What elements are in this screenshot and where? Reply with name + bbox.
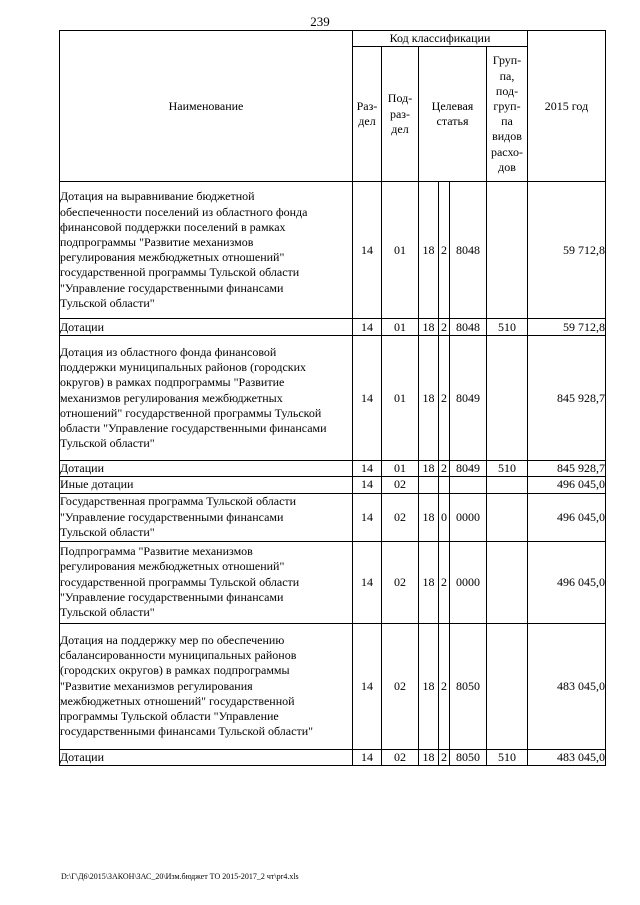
header-group: Груп- па, под- груп- па видов расхо- дов	[487, 47, 528, 182]
cell-name	[60, 749, 353, 765]
cell-amount-2015: 496 045,0	[528, 493, 606, 541]
name-line: программы Тульской области "Управление	[60, 708, 279, 723]
cell-podrazdel: 01	[382, 319, 419, 336]
header-target-article: Целевая статья	[419, 47, 487, 182]
cell-target-direction: 8048	[450, 319, 487, 336]
cell-razdel: 14	[353, 749, 382, 765]
table-row	[60, 461, 606, 477]
cell-target-direction: 8049	[450, 336, 487, 461]
cell-expense-group	[487, 623, 528, 749]
name-line: государственной программы Тульской области	[60, 265, 300, 280]
cell-razdel: 14	[353, 319, 382, 336]
cell-target-subprogram: 2	[439, 461, 450, 477]
name-line: Тульской области"	[60, 524, 155, 539]
cell-expense-group	[487, 182, 528, 319]
cell-amount-2015: 496 045,0	[528, 541, 606, 623]
cell-podrazdel: 02	[382, 541, 419, 623]
cell-target-program: 18	[419, 749, 439, 765]
cell-target-subprogram: 2	[439, 623, 450, 749]
cell-name	[60, 182, 353, 319]
name-line: (городских округов) в рамках подпрограммы	[60, 663, 290, 678]
cell-name	[60, 623, 353, 749]
cell-name	[60, 336, 353, 461]
cell-podrazdel: 02	[382, 623, 419, 749]
cell-expense-group: 510	[487, 319, 528, 336]
name-line: поддержки муниципальных районов (городских	[60, 360, 307, 375]
cell-target-program	[419, 477, 439, 493]
table-row	[60, 336, 606, 461]
cell-razdel: 14	[353, 477, 382, 493]
cell-target-program: 18	[419, 623, 439, 749]
name-line: "Управление государственными финансами	[60, 509, 284, 524]
cell-amount-2015: 483 045,0	[528, 623, 606, 749]
cell-amount-2015: 59 712,8	[528, 319, 606, 336]
table-row	[60, 182, 606, 319]
cell-target-direction: 8050	[450, 623, 487, 749]
name-line: межбюджетных отношений" государственной	[60, 693, 295, 708]
budget-table	[59, 30, 606, 766]
cell-podrazdel: 01	[382, 182, 419, 319]
cell-name	[60, 541, 353, 623]
name-line: отношений" государственной программы Тульской	[60, 405, 322, 420]
table-row	[60, 319, 606, 336]
table-row	[60, 749, 606, 765]
cell-target-direction: 8050	[450, 749, 487, 765]
cell-target-subprogram: 0	[439, 493, 450, 541]
cell-expense-group: 510	[487, 461, 528, 477]
name-line: обеспеченности поселений из областного фонда	[60, 204, 308, 219]
cell-amount-2015: 845 928,7	[528, 336, 606, 461]
name-line: Дотация на поддержку мер по обеспечению	[60, 632, 285, 647]
cell-target-direction: 0000	[450, 541, 487, 623]
cell-amount-2015: 483 045,0	[528, 749, 606, 765]
cell-amount-2015: 496 045,0	[528, 477, 606, 493]
cell-name	[60, 493, 353, 541]
cell-amount-2015: 59 712,8	[528, 182, 606, 319]
name-line: Дотация из областного фонда финансовой	[60, 344, 277, 359]
cell-expense-group: 510	[487, 749, 528, 765]
cell-target-program: 18	[419, 319, 439, 336]
name-line: регулирования межбюджетных отношений"	[60, 559, 285, 574]
cell-target-subprogram: 2	[439, 541, 450, 623]
name-line: области "Управление государственными финансами	[60, 421, 327, 435]
name-line: Дотации	[60, 749, 105, 764]
name-line: Дотация на выравнивание бюджетной	[60, 189, 255, 204]
name-line: "Управление государственными финансами	[60, 280, 284, 295]
cell-target-program: 18	[419, 493, 439, 541]
cell-podrazdel: 02	[382, 493, 419, 541]
name-line: Подпрограмма "Развитие механизмов	[60, 544, 253, 559]
cell-expense-group	[487, 336, 528, 461]
cell-name	[60, 319, 353, 336]
footer-file-path: D:\Г\Д6\2015\ЗАКОН\ЗАС_20\Изм.бюджет ТО 2015-2017_2 чт\pr4.xls	[61, 872, 299, 881]
name-line: сбалансированности муниципальных районов	[60, 648, 297, 663]
cell-expense-group	[487, 477, 528, 493]
name-line: механизмов регулирования межбюджетных	[60, 390, 283, 405]
page-number: 239	[310, 14, 330, 29]
name-line: Тульской области"	[60, 604, 155, 619]
cell-expense-group	[487, 493, 528, 541]
cell-razdel: 14	[353, 623, 382, 749]
cell-razdel: 14	[353, 336, 382, 461]
name-line: округов) в рамках подпрограммы "Развитие	[60, 375, 285, 390]
table-row	[60, 493, 606, 541]
name-line: Тульской области"	[60, 436, 155, 451]
cell-name	[60, 477, 353, 493]
header-year: 2015 год	[528, 31, 606, 182]
cell-target-program: 18	[419, 541, 439, 623]
table-row	[60, 477, 606, 493]
cell-target-subprogram	[439, 477, 450, 493]
header-row-top	[60, 31, 606, 47]
table-row	[60, 623, 606, 749]
cell-podrazdel: 01	[382, 336, 419, 461]
cell-razdel: 14	[353, 541, 382, 623]
cell-target-direction: 8048	[450, 182, 487, 319]
header-code-classification: Код классификации	[353, 31, 528, 47]
name-line: "Управление государственными финансами	[60, 589, 284, 604]
cell-target-direction: 0000	[450, 493, 487, 541]
name-line: Дотации	[60, 319, 105, 334]
cell-amount-2015: 845 928,7	[528, 461, 606, 477]
cell-target-subprogram: 2	[439, 319, 450, 336]
cell-podrazdel: 01	[382, 461, 419, 477]
name-line: Дотации	[60, 461, 105, 476]
cell-expense-group	[487, 541, 528, 623]
cell-podrazdel: 02	[382, 477, 419, 493]
header-name: Наименование	[60, 31, 353, 182]
name-line: "Развитие механизмов регулирования	[60, 678, 253, 693]
cell-target-subprogram: 2	[439, 182, 450, 319]
cell-target-subprogram: 2	[439, 749, 450, 765]
name-line: Государственная программа Тульской области	[60, 494, 297, 509]
header-razdel: Раз- дел	[353, 47, 382, 182]
name-line: финансовой поддержки поселений в рамках	[60, 219, 286, 234]
cell-podrazdel: 02	[382, 749, 419, 765]
cell-target-program: 18	[419, 336, 439, 461]
cell-razdel: 14	[353, 493, 382, 541]
cell-razdel: 14	[353, 461, 382, 477]
name-line: государственными финансами Тульской области"	[60, 724, 314, 739]
cell-target-program: 18	[419, 461, 439, 477]
cell-target-direction: 8049	[450, 461, 487, 477]
name-line: подпрограммы "Развитие механизмов	[60, 235, 254, 249]
cell-target-program: 18	[419, 182, 439, 319]
name-line: регулирования межбюджетных отношений"	[60, 250, 285, 265]
cell-target-subprogram: 2	[439, 336, 450, 461]
name-line: Иные дотации	[60, 477, 134, 492]
cell-target-direction	[450, 477, 487, 493]
name-line: Тульской области"	[60, 295, 155, 310]
cell-razdel: 14	[353, 182, 382, 319]
table-row	[60, 541, 606, 623]
cell-name	[60, 461, 353, 477]
header-podrazdel: Под- раз- дел	[382, 47, 419, 182]
name-line: государственной программы Тульской области	[60, 574, 300, 589]
